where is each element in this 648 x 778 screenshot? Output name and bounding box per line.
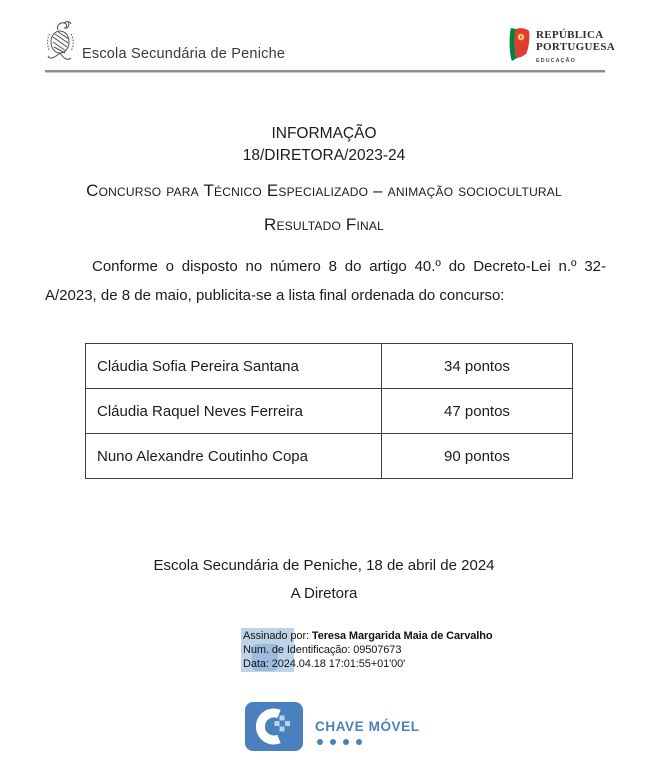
candidate-name: Cláudia Sofia Pereira Santana <box>86 344 382 389</box>
table-row <box>86 344 573 389</box>
candidate-points: 34 pontos <box>381 344 572 389</box>
document-title-line2: 18/DIRETORA/2023-24 <box>242 147 406 164</box>
table-row <box>86 389 573 434</box>
signer-title: A Diretora <box>290 585 358 602</box>
candidate-points: 47 pontos <box>381 389 572 434</box>
signature-line-signed-by: Assinado por: Teresa Margarida Maia de Carvalho <box>243 630 493 642</box>
signature-block <box>243 629 523 671</box>
table-row <box>86 434 573 479</box>
results-table <box>85 343 573 479</box>
document-title <box>0 123 648 167</box>
chave-movel-dots <box>317 739 362 745</box>
closing-place-date: Escola Secundária de Peniche, 18 de abril de 2024 <box>153 557 495 574</box>
chave-movel-icon <box>245 702 303 751</box>
candidate-name: Cláudia Raquel Neves Ferreira <box>86 389 382 434</box>
signature-line-date: Data: 2024.04.18 17:01:55+01'00' <box>243 658 406 670</box>
signer-name: Teresa Margarida Maia de Carvalho <box>311 630 493 642</box>
header-divider <box>45 70 605 73</box>
chave-movel-label: CHAVE MÓVEL <box>315 719 420 734</box>
gov-logo-subtitle: EDUCAÇÃO <box>536 58 576 64</box>
body-paragraph: Conforme o disposto no número 8 do artigo 40.º do Decreto-Lei n.º 32-A/2023, de 8 de maio, publicita-se a lista final ordenada do concurso: <box>45 258 606 304</box>
gov-logo-text: REPÚBLICA PORTUGUESA <box>536 29 616 53</box>
gov-logo <box>509 27 619 67</box>
portugal-flag-icon <box>509 28 530 61</box>
document-title-line1: INFORMAÇÃO <box>271 125 377 142</box>
school-crest-icon <box>44 20 80 66</box>
result-heading: Resultado Final <box>264 215 384 234</box>
signature-line-id: Num. de Identificação: 09507673 <box>243 644 402 656</box>
subject-heading: Concurso para Técnico Especializado – animação sociocultural <box>86 181 562 200</box>
candidate-points: 90 pontos <box>381 434 572 479</box>
school-name: Escola Secundária de Peniche <box>82 46 286 62</box>
candidate-name: Nuno Alexandre Coutinho Copa <box>86 434 382 479</box>
